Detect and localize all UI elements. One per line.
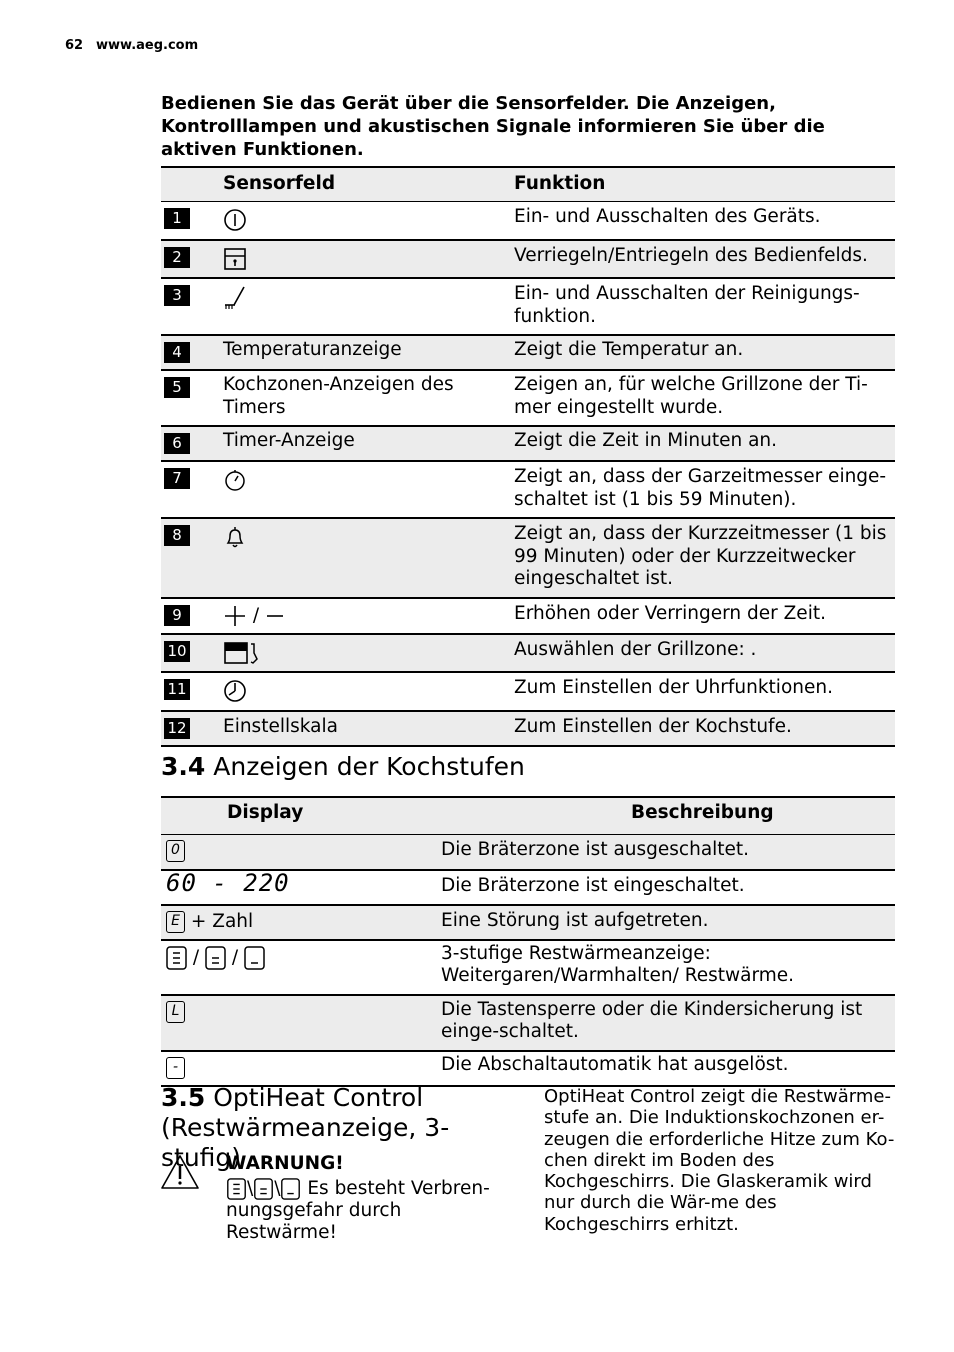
residual-heat-2-icon bbox=[205, 947, 226, 968]
row-number-badge: 6 bbox=[164, 433, 190, 454]
residual-heat-3-icon bbox=[226, 1178, 247, 1199]
row-number-badge: 1 bbox=[164, 208, 190, 229]
table-row bbox=[161, 370, 895, 426]
display-table-header bbox=[161, 797, 895, 835]
description-text: Die Abschaltautomatik hat ausgelöst. bbox=[441, 1053, 789, 1075]
table-row bbox=[161, 240, 895, 279]
table-row bbox=[161, 1051, 895, 1086]
description-text: Die Tastensperre oder die Kindersicherung ist einge-schaltet. bbox=[441, 998, 863, 1042]
display-table bbox=[161, 796, 895, 1087]
table-row bbox=[161, 598, 895, 634]
table-row bbox=[161, 518, 895, 598]
table-row bbox=[161, 202, 895, 240]
function-text: Zum Einstellen der Kochstufe. bbox=[514, 715, 792, 737]
warning-triangle-icon bbox=[160, 1154, 200, 1194]
col-display-header: Display bbox=[227, 802, 304, 823]
display-separator: / bbox=[231, 946, 239, 968]
warning-separator: \ bbox=[274, 1178, 281, 1199]
table-row bbox=[161, 672, 895, 711]
description-text: Die Bräterzone ist eingeschaltet. bbox=[441, 874, 745, 896]
sensor-table-header bbox=[161, 167, 895, 202]
col-sensor-header: Sensorfeld bbox=[223, 173, 336, 194]
row-number-badge: 10 bbox=[164, 641, 190, 662]
display-suffix: + Zahl bbox=[190, 910, 254, 932]
col-description-header: Beschreibung bbox=[631, 802, 774, 823]
section-3-4-heading bbox=[161, 752, 525, 782]
function-text: Zeigt an, dass der Garzeitmesser einge-schaltet ist (1 bis 59 Minuten). bbox=[514, 466, 887, 510]
optiheat-body-text: OptiHeat Control zeigt die Restwärme-stufe an. Die Induktionskochzonen er-zeugen die erforderliche Hitze zum Ko-chen direkt im Boden des Kochgeschirrs. Die Glaskeramik wird nur durch die Wär-me des Kochgeschirrs erhitzt. bbox=[544, 1086, 895, 1235]
header-url: www.aeg.com bbox=[96, 38, 199, 53]
plus-icon bbox=[223, 605, 247, 626]
table-row bbox=[161, 461, 895, 518]
table-row bbox=[161, 870, 895, 905]
description-text: Eine Störung ist aufgetreten. bbox=[441, 909, 709, 931]
sensor-text: Kochzonen-Anzeigen des Timers bbox=[223, 374, 454, 418]
function-text: Zeigen an, für welche Grillzone der Ti-mer eingestellt wurde. bbox=[514, 374, 868, 418]
table-row bbox=[161, 278, 895, 335]
display-symbol: - bbox=[166, 1057, 185, 1079]
lock-icon bbox=[223, 247, 247, 278]
table-row bbox=[161, 426, 895, 461]
residual-heat-1-icon bbox=[244, 947, 265, 968]
table-row bbox=[161, 940, 895, 995]
function-text: Zeigt die Zeit in Minuten an. bbox=[514, 430, 778, 451]
function-text: Zeigt die Temperatur an. bbox=[514, 339, 744, 360]
function-text: Zum Einstellen der Uhrfunktionen. bbox=[514, 677, 833, 698]
display-symbol: E bbox=[166, 911, 185, 933]
page-number: 62 bbox=[65, 38, 84, 53]
power-icon bbox=[223, 208, 247, 239]
sensor-text: Temperaturanzeige bbox=[223, 339, 402, 360]
scraper-icon bbox=[223, 285, 247, 318]
row-number-badge: 2 bbox=[164, 247, 190, 268]
clock-icon bbox=[223, 679, 247, 710]
function-text: Zeigt an, dass der Kurzzeitmesser (1 bis 99 Minuten) oder der Kurzzeitwecker eingeschaltet ist. bbox=[514, 523, 887, 589]
display-separator: / bbox=[192, 946, 200, 968]
stopwatch-icon bbox=[223, 468, 247, 499]
row-number-badge: 7 bbox=[164, 468, 190, 489]
section-title: OptiHeat Control (Restwärmeanzeige, 3-stufig) bbox=[161, 1083, 450, 1172]
residual-heat-2-icon bbox=[253, 1178, 274, 1199]
residual-heat-1-icon bbox=[280, 1178, 301, 1199]
section-number: 3.5 bbox=[161, 1083, 206, 1112]
warning-label: WARNUNG! bbox=[226, 1153, 344, 1174]
row-number-badge: 8 bbox=[164, 525, 190, 546]
function-text: Auswählen der Grillzone: . bbox=[514, 638, 757, 660]
display-range: 60 - 220 bbox=[166, 868, 290, 897]
description-text: 3-stufige Restwärmeanzeige: Weitergaren/Warmhalten/ Restwärme. bbox=[441, 942, 795, 986]
intro-text: Bedienen Sie das Gerät über die Sensorfelder. Die Anzeigen, Kontrolllampen und akustischen Signale informieren Sie über die aktiven Funktionen. bbox=[161, 93, 825, 160]
table-row bbox=[161, 634, 895, 673]
table-row bbox=[161, 835, 895, 870]
row-number-badge: 12 bbox=[164, 718, 190, 739]
warning-text: Es besteht Verbren-nungsgefahr durch Restwärme! bbox=[226, 1178, 490, 1243]
residual-heat-3-icon bbox=[166, 947, 187, 968]
row-number-badge: 11 bbox=[164, 679, 190, 700]
section-title: Anzeigen der Kochstufen bbox=[213, 752, 525, 781]
section-number: 3.4 bbox=[161, 752, 206, 781]
plus-minus-separator: / bbox=[252, 604, 260, 626]
sensor-table bbox=[161, 166, 895, 747]
display-symbol: 0 bbox=[166, 840, 185, 862]
bell-icon bbox=[223, 525, 247, 556]
function-text: Verriegeln/Entriegeln des Bedienfelds. bbox=[514, 244, 868, 266]
warning-separator: \ bbox=[247, 1178, 254, 1199]
warning-text-block bbox=[226, 1178, 516, 1243]
display-symbol: L bbox=[166, 1001, 185, 1023]
function-text: Erhöhen oder Verringern der Zeit. bbox=[514, 602, 826, 624]
grill-zone-icon bbox=[223, 641, 261, 672]
function-text: Ein- und Ausschalten des Geräts. bbox=[514, 206, 821, 227]
row-number-badge: 5 bbox=[164, 377, 190, 398]
table-row bbox=[161, 335, 895, 370]
function-text: Ein- und Ausschalten der Reinigungs-funktion. bbox=[514, 283, 860, 327]
description-text: Die Bräterzone ist ausgeschaltet. bbox=[441, 839, 750, 860]
sensor-text: Timer-Anzeige bbox=[223, 430, 355, 451]
table-row bbox=[161, 905, 895, 940]
table-row bbox=[161, 995, 895, 1051]
row-number-badge: 3 bbox=[164, 285, 190, 306]
sensor-text: Einstellskala bbox=[223, 715, 338, 737]
row-number-badge: 4 bbox=[164, 342, 190, 363]
minus-icon bbox=[265, 605, 285, 626]
table-row bbox=[161, 711, 895, 746]
col-function-header: Funktion bbox=[514, 173, 606, 194]
row-number-badge: 9 bbox=[164, 605, 190, 626]
